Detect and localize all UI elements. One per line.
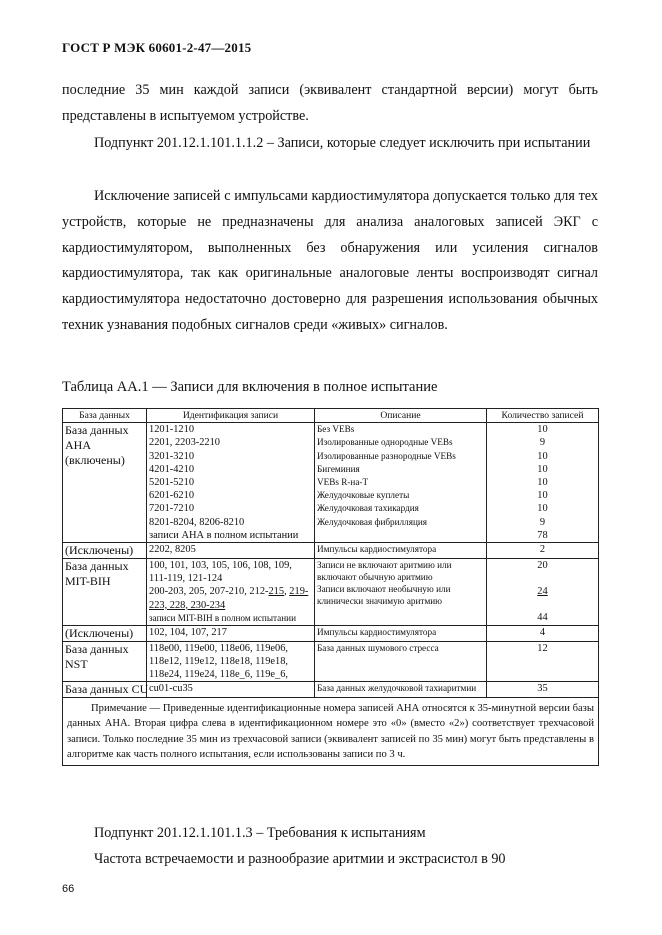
record-id: 118e12, 119e12, 118e18, 119e18, xyxy=(149,655,288,667)
cell-count: 4 xyxy=(487,625,599,641)
paragraph-3: Исключение записей с импульсами кардиостимулятора допускается только для тех устройств, которые не предназначены для анализа аналоговых записей ЭКГ с кардиостимулятором, выполненных без обнаружения или усиления сигналов кардиостимулятора, так как оригинальные аналоговые ленты воспроизводят сигнал кардиостимулятора недостаточно достоверно для разрешения использования обычных техник узнавания подобных сигналов среди «живых» сигналов. xyxy=(62,188,598,333)
db-label: База данных xyxy=(65,559,129,574)
description: Желудочковые куплеты xyxy=(317,490,410,501)
cell-desc: Импульсы кардиостимулятора xyxy=(315,625,487,641)
description: Записи не включают аритмию или включают обычную аритмию xyxy=(317,560,452,583)
table-row-mit-bih xyxy=(63,559,599,626)
record-id-total: записи MIT-BIH в полном испытании xyxy=(149,612,296,623)
cell-desc: База данных шумового стресса xyxy=(315,641,487,682)
description: База данных желудочковой тахиаритмии xyxy=(317,683,477,694)
table-note: Примечание — Приведенные идентификационные номера записей АНА относятся к 35-минутной версии базы данных АНА. Вторая цифра слева в идентификационном номере это «0» (вместо «2») соответствует трехчасовой записи. Только последние 35 мин из трехчасовой записи (эквивалент записей по 35 мин) могут быть представлены в алгоритме как часть полного испытания, если использованы записи по 3 ч. xyxy=(63,698,599,766)
cell-ids-mit xyxy=(147,559,315,626)
description: Бигеминия xyxy=(317,463,360,474)
cell-count: 35 xyxy=(487,682,599,698)
cell-ids-nst xyxy=(147,641,315,682)
cell-count: 2 xyxy=(487,543,599,559)
cell-desc-aha xyxy=(315,423,487,543)
db-label: АНА xyxy=(65,438,91,453)
record-count: 24 xyxy=(537,586,548,598)
cell-db: (Исключены) xyxy=(63,625,147,641)
description: Изолированные разнородные VEBs xyxy=(317,450,456,461)
record-count: 10 xyxy=(537,463,548,475)
db-label: (включены) xyxy=(65,453,125,468)
table-header-row xyxy=(63,409,599,423)
cell-db-mit xyxy=(63,559,147,626)
paragraph-5: Частота встречаемости и разнообразие аритмии и экстрасистол в 90 xyxy=(94,851,506,867)
table-row-aha xyxy=(63,423,599,543)
record-id: 1201-1210 xyxy=(149,424,195,436)
cell-db: (Исключены) xyxy=(63,543,147,559)
record-id: 118e24, 119e24, 118e_6, 119e_6, xyxy=(149,669,288,681)
table-row-mit-excluded xyxy=(63,625,599,641)
record-id: 8201-8204, 8206-8210 xyxy=(149,516,245,528)
record-id: 100, 101, 103, 105, 106, 108, 109, 111-119, 121-124 xyxy=(149,560,292,585)
paragraph-subclause-3: Подпункт 201.12.1.101.1.3 – Требования к испытаниям xyxy=(94,825,426,841)
cell-ids-aha xyxy=(147,423,315,543)
record-count: 10 xyxy=(537,503,548,515)
table-row-aha-excluded xyxy=(63,543,599,559)
record-id: 3201-3210 xyxy=(149,450,195,462)
record-count: 9 xyxy=(539,516,546,528)
header-count: Количество записей xyxy=(487,409,599,423)
page-number: 66 xyxy=(62,883,75,895)
paragraph-subclause-2: Подпункт 201.12.1.101.1.1.2 – Записи, которые следует исключить при испытании xyxy=(94,135,591,151)
cell-desc-mit xyxy=(315,559,487,626)
description: Записи включают необычную или клинически значимую аритмию xyxy=(317,584,451,607)
cell-count-aha xyxy=(487,423,599,543)
record-count: 10 xyxy=(537,424,548,436)
record-id: 7201-7210 xyxy=(149,503,195,515)
description: Изолированные однородные VEBs xyxy=(317,437,453,448)
record-count: 10 xyxy=(537,477,548,489)
record-id: 118e00, 119e00, 118e06, 119e06, xyxy=(149,642,288,654)
record-count-total: 44 xyxy=(537,612,548,624)
record-id: 5201-5210 xyxy=(149,477,195,489)
record-count: 9 xyxy=(539,437,546,449)
record-id-group xyxy=(149,585,312,611)
records-table xyxy=(62,408,599,766)
db-label: MIT-BIH xyxy=(65,574,111,589)
table-row-cu xyxy=(63,682,599,698)
record-count: 10 xyxy=(537,490,548,502)
cell-desc xyxy=(315,682,487,698)
table-note-row xyxy=(63,698,599,766)
db-label: База данных xyxy=(65,423,129,438)
record-count: 20 xyxy=(537,560,548,572)
cell-db-aha xyxy=(63,423,147,543)
header-database: База данных xyxy=(63,409,147,423)
record-id: 2201, 2203-2210 xyxy=(149,437,220,449)
description: VEBs R-на-T xyxy=(317,477,369,488)
record-id-part: , xyxy=(284,586,287,598)
description: Желудочковая фибрилляция xyxy=(317,516,428,527)
db-label: База данных xyxy=(65,641,129,656)
record-id-part: 219-223, 228, 230-234 xyxy=(149,586,309,611)
cell-db: База данных CU xyxy=(63,682,147,698)
cell-db-nst xyxy=(63,641,147,682)
table-caption: Таблица АА.1 — Записи для включения в полное испытание xyxy=(62,379,438,395)
record-id-total: записи АНА в полном испытании xyxy=(149,529,299,541)
header-record-id: Идентификация записи xyxy=(147,409,315,423)
description: Желудочковая тахикардия xyxy=(317,503,419,514)
record-id: 6201-6210 xyxy=(149,490,195,502)
record-id: 4201-4210 xyxy=(149,463,195,475)
cell-ids: 2202, 8205 xyxy=(147,543,315,559)
cell-ids: 102, 104, 107, 217 xyxy=(147,625,315,641)
document-header: ГОСТ Р МЭК 60601-2-47—2015 xyxy=(62,40,252,55)
record-id-part: 200-203, 205, 207-210, 212- xyxy=(149,586,269,598)
cell-count: 12 xyxy=(487,641,599,682)
paragraph-1: последние 35 мин каждой записи (эквивалент стандартной версии) могут быть представлены в испытуемом устройстве. xyxy=(62,82,598,124)
cell-ids: cu01-cu35 xyxy=(147,682,315,698)
record-id-part: 215 xyxy=(268,586,285,598)
record-count: 10 xyxy=(537,450,548,462)
db-label: NST xyxy=(65,656,88,671)
cell-desc: Импульсы кардиостимулятора xyxy=(315,543,487,559)
header-description: Описание xyxy=(315,409,487,423)
cell-count-mit xyxy=(487,559,599,626)
record-count-total: 78 xyxy=(537,529,548,541)
table-row-nst xyxy=(63,641,599,682)
description: Без VEBs xyxy=(317,424,355,435)
